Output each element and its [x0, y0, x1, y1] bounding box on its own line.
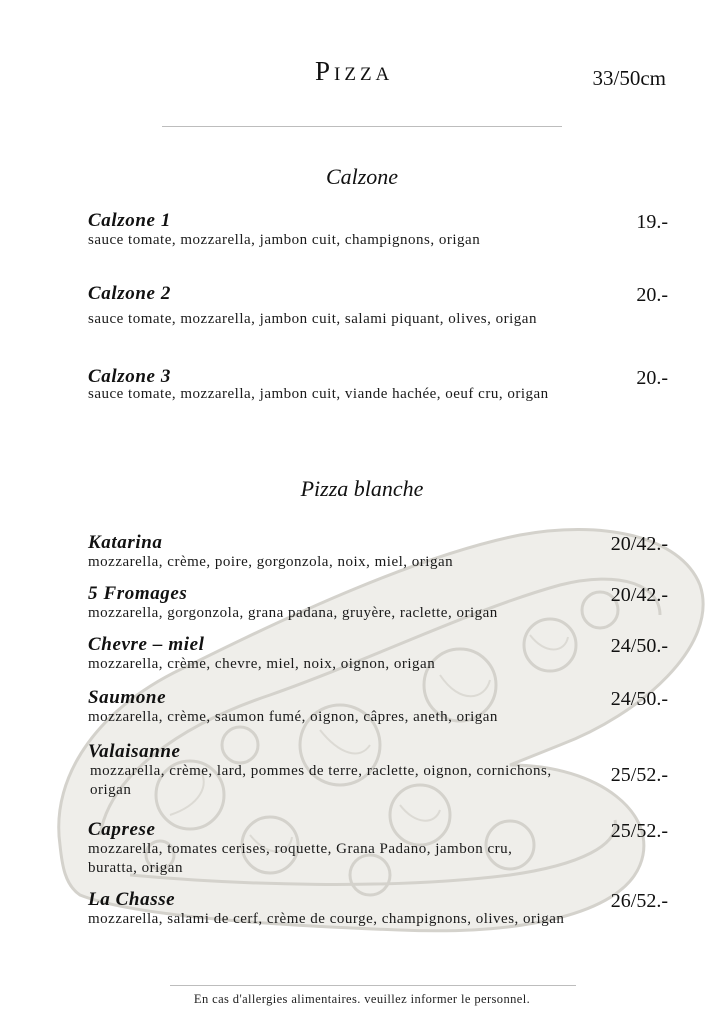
menu-item-saumone — [88, 688, 668, 727]
item-name: Calzone 2 — [88, 283, 171, 304]
size-label: 33/50cm — [592, 66, 666, 90]
item-price: 25/52.- — [610, 820, 668, 842]
menu-item-calzone-1 — [88, 211, 668, 250]
item-name: Chevre – miel — [88, 634, 205, 655]
bottom-divider — [170, 985, 576, 986]
item-price: 26/52.- — [610, 890, 668, 912]
top-divider — [162, 126, 562, 127]
pizza-illustration — [40, 515, 724, 945]
item-price: 20.- — [636, 367, 668, 389]
item-description: sauce tomate, mozzarella, jambon cuit, viande hachée, oeuf cru, origan — [88, 386, 549, 402]
item-price: 25/52.- — [610, 764, 668, 786]
section-title-calzone: Calzone — [325, 164, 399, 189]
item-description: mozzarella, gorgonzola, grana padana, gruyère, raclette, origan — [88, 605, 498, 621]
item-name: Saumone — [88, 687, 167, 708]
item-price: 20/42.- — [610, 584, 668, 606]
item-description: mozzarella, crème, chevre, miel, noix, oignon, origan — [88, 656, 436, 672]
item-name: Katarina — [88, 532, 163, 553]
menu-item-chevre-miel — [88, 635, 668, 674]
item-description: sauce tomate, mozzarella, jambon cuit, champignons, origan — [88, 232, 481, 248]
allergy-note: En cas d'allergies alimentaires. veuillez informer le personnel. — [193, 992, 531, 1006]
item-description: mozzarella, crème, lard, pommes de terre, raclette, oignon, cornichons, origan — [90, 763, 552, 798]
item-description: mozzarella, crème, poire, gorgonzola, noix, miel, origan — [88, 554, 454, 570]
item-description: mozzarella, crème, saumon fumé, oignon, câpres, aneth, origan — [88, 709, 498, 725]
item-price: 24/50.- — [610, 688, 668, 710]
menu-item-caprese — [88, 820, 668, 878]
menu-item-katarina — [88, 533, 668, 572]
menu-item-valaisanne — [88, 742, 668, 800]
item-name: Caprese — [88, 819, 156, 840]
menu-title: Pizza — [315, 56, 394, 86]
item-price: 24/50.- — [610, 635, 668, 657]
item-name: 5 Fromages — [88, 583, 188, 604]
item-price: 20/42.- — [610, 533, 668, 555]
section-title-pizza-blanche: Pizza blanche — [300, 476, 424, 501]
item-description: mozzarella, salami de cerf, crème de courge, champignons, olives, origan — [88, 911, 565, 927]
menu-item-5-fromages — [88, 584, 668, 623]
item-price: 19.- — [636, 211, 668, 233]
item-name: Calzone 3 — [88, 366, 171, 387]
item-price: 20.- — [636, 284, 668, 306]
item-name: Calzone 1 — [88, 210, 171, 231]
item-description: sauce tomate, mozzarella, jambon cuit, salami piquant, olives, origan — [88, 311, 537, 327]
item-name: La Chasse — [88, 889, 176, 910]
item-name: Valaisanne — [88, 741, 181, 762]
menu-item-calzone-2 — [88, 284, 668, 329]
menu-item-calzone-3 — [88, 367, 668, 404]
menu-item-la-chasse — [88, 890, 668, 929]
item-description: mozzarella, tomates cerises, roquette, Grana Padano, jambon cru, buratta, origan — [88, 841, 513, 876]
